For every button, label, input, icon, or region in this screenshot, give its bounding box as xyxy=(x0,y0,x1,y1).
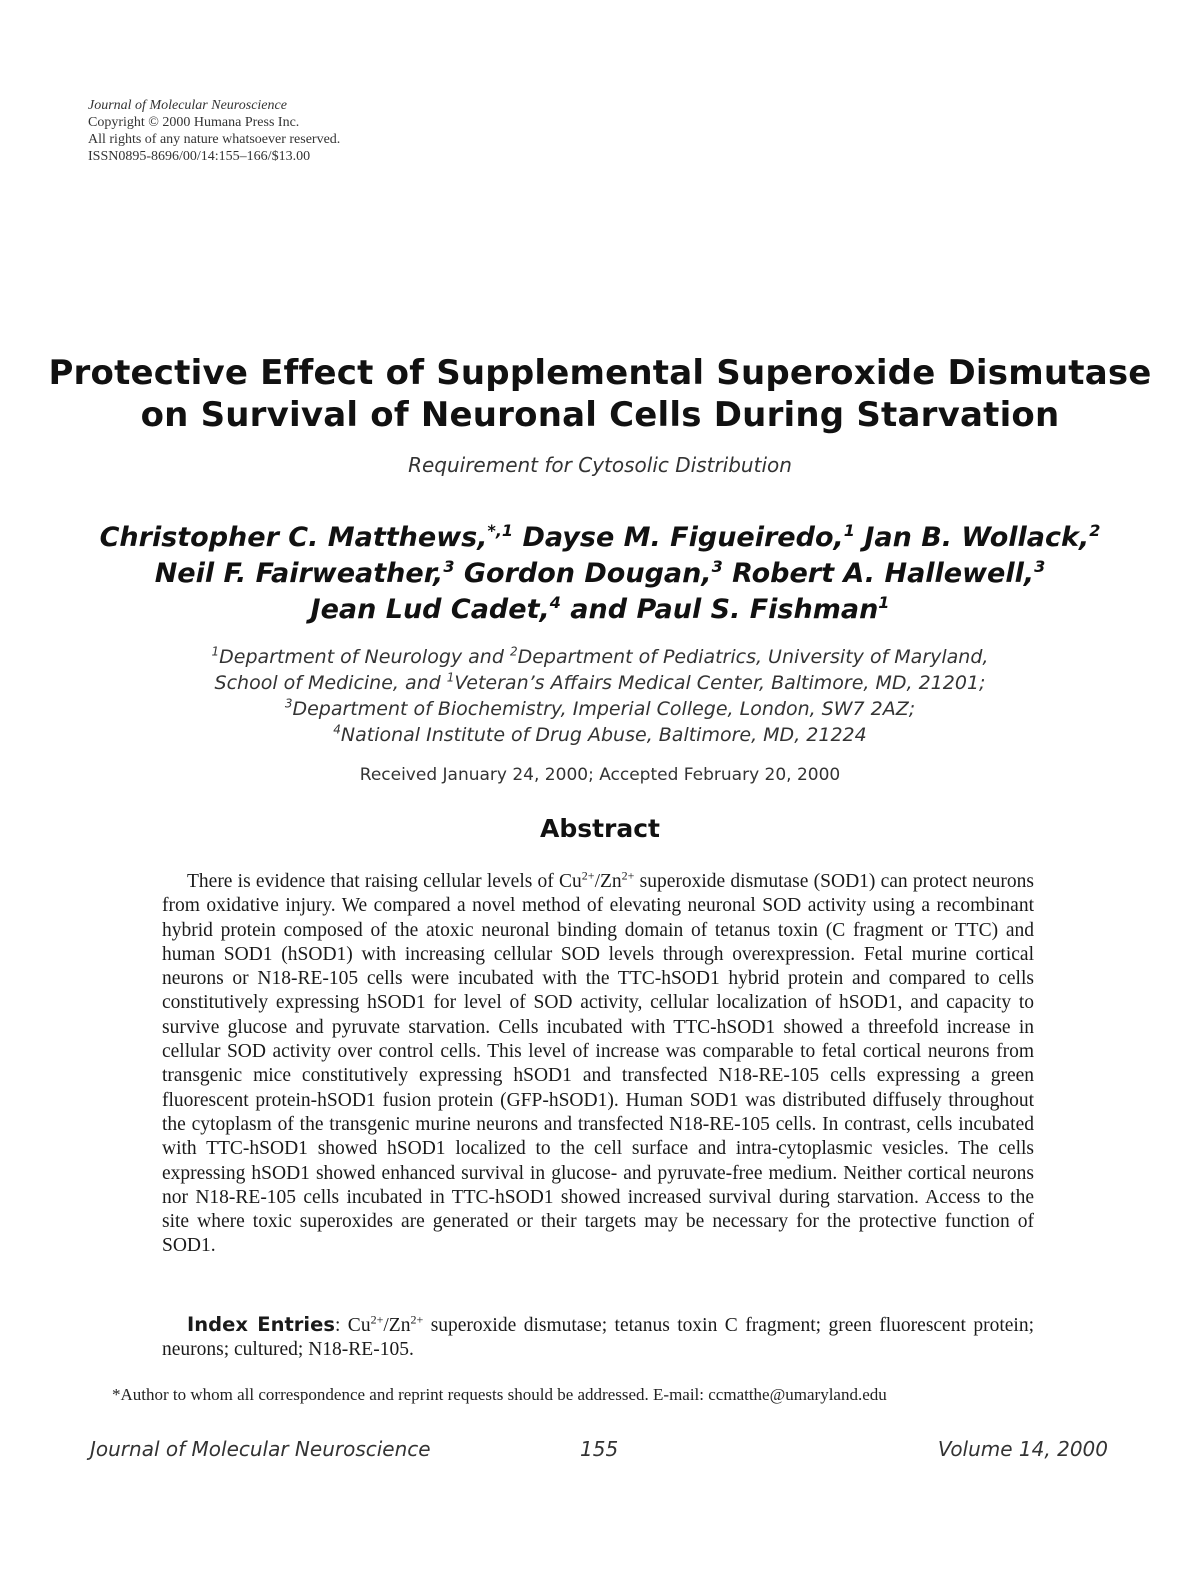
affiliations xyxy=(0,644,1200,748)
author-mark: *,1 xyxy=(487,521,514,540)
received-dates: Received January 24, 2000; Accepted February 20, 2000 xyxy=(359,765,841,785)
index-text: /Zn xyxy=(383,1315,411,1336)
author-name: and Paul S. Fishman xyxy=(570,594,879,625)
author-line-1 xyxy=(0,520,1200,556)
author-mark: 4 xyxy=(549,593,561,612)
author-name: Dayse M. Figueiredo, xyxy=(522,522,844,553)
affiliation-text: Department of Neurology and xyxy=(219,646,510,668)
journal-masthead xyxy=(88,97,340,165)
affiliation-mark: 1 xyxy=(446,670,455,685)
affiliation-text: Veteran’s Affairs Medical Center, Baltimore, MD, 21201; xyxy=(454,672,986,694)
affiliation-line xyxy=(0,644,1200,670)
author-mark: 1 xyxy=(843,521,855,540)
author-mark: 3 xyxy=(711,557,723,576)
author-name: Neil F. Fairweather, xyxy=(154,558,444,589)
author-mark: 3 xyxy=(443,557,455,576)
affiliation-line xyxy=(0,722,1200,748)
affiliation-mark: 1 xyxy=(211,644,220,659)
author-name: Robert A. Hallewell, xyxy=(732,558,1035,589)
abstract-body xyxy=(162,870,1034,1259)
index-text: superoxide dismutase; tetanus toxin C fragment; green fluorescent protein; neurons; cultured; N18-RE-105. xyxy=(162,1315,1034,1361)
index-text: : Cu xyxy=(334,1315,371,1336)
index-entries xyxy=(162,1313,1034,1363)
author-mark: 2 xyxy=(1089,521,1101,540)
index-entries-paragraph xyxy=(162,1313,1034,1363)
title-line-2: on Survival of Neuronal Cells During Starvation xyxy=(140,395,1060,435)
abstract-paragraph xyxy=(162,870,1034,1259)
superscript: 2+ xyxy=(410,1312,424,1327)
affiliation-text: Department of Pediatrics, University of Maryland, xyxy=(517,646,989,668)
affiliation-text: School of Medicine, and xyxy=(214,672,447,694)
footer-journal: Journal of Molecular Neuroscience xyxy=(90,1437,431,1461)
abstract-text: superoxide dismutase (SOD1) can protect neurons from oxidative injury. We compared a novel method of elevating neuronal SOD activity using a recombinant hybrid protein composed of the atoxic neuronal binding domain of tetanus toxin (C fragment or TTC) and human SOD1 (hSOD1) with increasing cellular SOD levels through overexpression. Fetal murine cortical neurons or N18-RE-105 cells were incubated with the TTC-hSOD1 hybrid protein and compared to cells constitutively expressing hSOD1 for level of SOD activity, cellular localization of hSOD1, and capacity to survive glucose and pyruvate starvation. Cells incubated with TTC-hSOD1 showed a threefold increase in cellular SOD activity over control cells. This level of increase was comparable to fetal cortical neurons from transgenic mice constitutively expressing hSOD1 and transfected N18-RE-105 cells expressing a green fluorescent protein-hSOD1 fusion protein (GFP-hSOD1). Human SOD1 was distributed diffusely throughout the cytoplasm of the transgenic murine neurons and transfected N18-RE-105 cells. In contrast, cells incubated with TTC-hSOD1 showed hSOD1 localized to the cell surface and intra-cytoplasmic vesicles. The cells expressing hSOD1 showed enhanced survival in glucose- and pyruvate-free medium. Neither cortical neurons nor N18-RE-105 cells incubated in TTC-hSOD1 showed increased survival during starvation. Access to the site where toxic superoxides are generated or their targets may be necessary for the protective function of SOD1. xyxy=(162,871,1034,1257)
article-title xyxy=(0,352,1200,436)
page-number: 155 xyxy=(580,1437,619,1461)
abstract-text: /Zn xyxy=(594,871,622,892)
masthead-issn: ISSN0895-8696/00/14:155–166/$13.00 xyxy=(88,149,311,164)
masthead-rights: All rights of any nature whatsoever reserved. xyxy=(88,132,341,147)
author-line-3 xyxy=(0,592,1200,628)
author-mark: 3 xyxy=(1034,557,1046,576)
abstract-text: There is evidence that raising cellular levels of Cu xyxy=(187,871,582,892)
superscript: 2+ xyxy=(370,1312,384,1327)
author-name: Jean Lud Cadet, xyxy=(310,594,550,625)
masthead-copyright: Copyright © 2000 Humana Press Inc. xyxy=(88,115,300,130)
index-entries-label: Index Entries xyxy=(187,1313,335,1336)
author-list xyxy=(0,520,1200,628)
author-name: Jan B. Wollack, xyxy=(864,522,1090,553)
affiliation-text: National Institute of Drug Abuse, Baltimore, MD, 21224 xyxy=(340,724,867,746)
affiliation-line xyxy=(0,670,1200,696)
superscript: 2+ xyxy=(621,868,635,883)
affiliation-line xyxy=(0,696,1200,722)
abstract-heading: Abstract xyxy=(539,814,661,843)
correspondence-footnote: *Author to whom all correspondence and reprint requests should be addressed. E-mail: ccmatthe@umaryland.edu xyxy=(112,1385,887,1404)
affiliation-mark: 2 xyxy=(509,644,518,659)
article-subtitle: Requirement for Cytosolic Distribution xyxy=(408,453,792,477)
affiliation-mark: 4 xyxy=(333,722,341,737)
author-name: Christopher C. Matthews, xyxy=(99,522,488,553)
author-name: Gordon Dougan, xyxy=(463,558,712,589)
title-line-1: Protective Effect of Supplemental Superoxide Dismutase xyxy=(48,353,1152,393)
footer-volume: Volume 14, 2000 xyxy=(937,1437,1108,1461)
author-line-2 xyxy=(0,556,1200,592)
affiliation-mark: 3 xyxy=(284,696,293,711)
superscript: 2+ xyxy=(581,868,595,883)
author-mark: 1 xyxy=(878,593,890,612)
affiliation-text: Department of Biochemistry, Imperial College, London, SW7 2AZ; xyxy=(292,698,916,720)
masthead-journal-name: Journal of Molecular Neuroscience xyxy=(88,98,287,113)
